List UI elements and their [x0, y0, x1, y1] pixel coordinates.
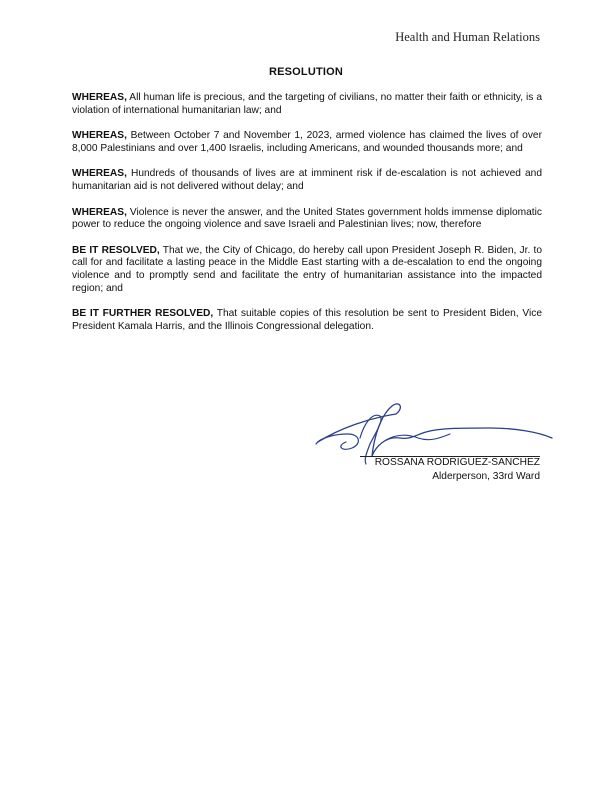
signer-name: ROSSANA RODRIGUEZ-SANCHEZ [374, 457, 540, 468]
paragraph-lead: BE IT RESOLVED, [72, 244, 160, 256]
page-title: RESOLUTION [268, 66, 344, 78]
paragraph-lead: WHEREAS, [72, 92, 127, 103]
whereas-paragraph-1 [72, 92, 542, 117]
whereas-paragraph-4 [72, 207, 542, 232]
paragraph-text: That we, the City of Chicago, do hereby call upon President Joseph R. Biden, Jr. to call for and facilitate a lasting peace in the Middle East starting with a de-escalation to end the ongoing violence and to promptly send and facilitate the entry of humanitarian assistance into the impacted region; and [72, 244, 542, 294]
paragraph-text: Hundreds of thousands of lives are at imminent risk if de-escalation is not achieved and humanitarian aid is not delivered without delay; and [72, 168, 542, 192]
paragraph-lead: WHEREAS, [72, 130, 127, 142]
paragraph-text: Violence is never the answer, and the United States government holds immense diplomatic power to reduce the ongoing violence and save Israeli and Palestinian lives; now, therefore [72, 206, 542, 231]
paragraph-text: That suitable copies of this resolution be sent to President Biden, Vice President Kamala Harris, and the Illinois Congressional delegation. [72, 308, 542, 332]
whereas-paragraph-2 [72, 130, 542, 155]
further-resolved-paragraph [72, 308, 542, 333]
department-header: Health and Human Relations [395, 30, 540, 44]
paragraph-lead: BE IT FURTHER RESOLVED, [72, 308, 214, 320]
resolved-paragraph [72, 245, 542, 295]
paragraph-lead: WHEREAS, [72, 168, 127, 180]
signer-title: Alderperson, 33rd Ward [432, 471, 540, 482]
whereas-paragraph-3 [72, 168, 542, 193]
paragraph-lead: WHEREAS, [72, 206, 127, 218]
paragraph-text: All human life is precious, and the targeting of civilians, no matter their faith or ethnicity, is a violation of international humanitarian law; and [72, 92, 542, 116]
paragraph-text: Between October 7 and November 1, 2023, armed violence has claimed the lives of over 8,000 Palestinians and over 1,400 Israelis, including Americans, and wounded thousands more; and [72, 130, 542, 154]
resolution-body [72, 92, 542, 346]
